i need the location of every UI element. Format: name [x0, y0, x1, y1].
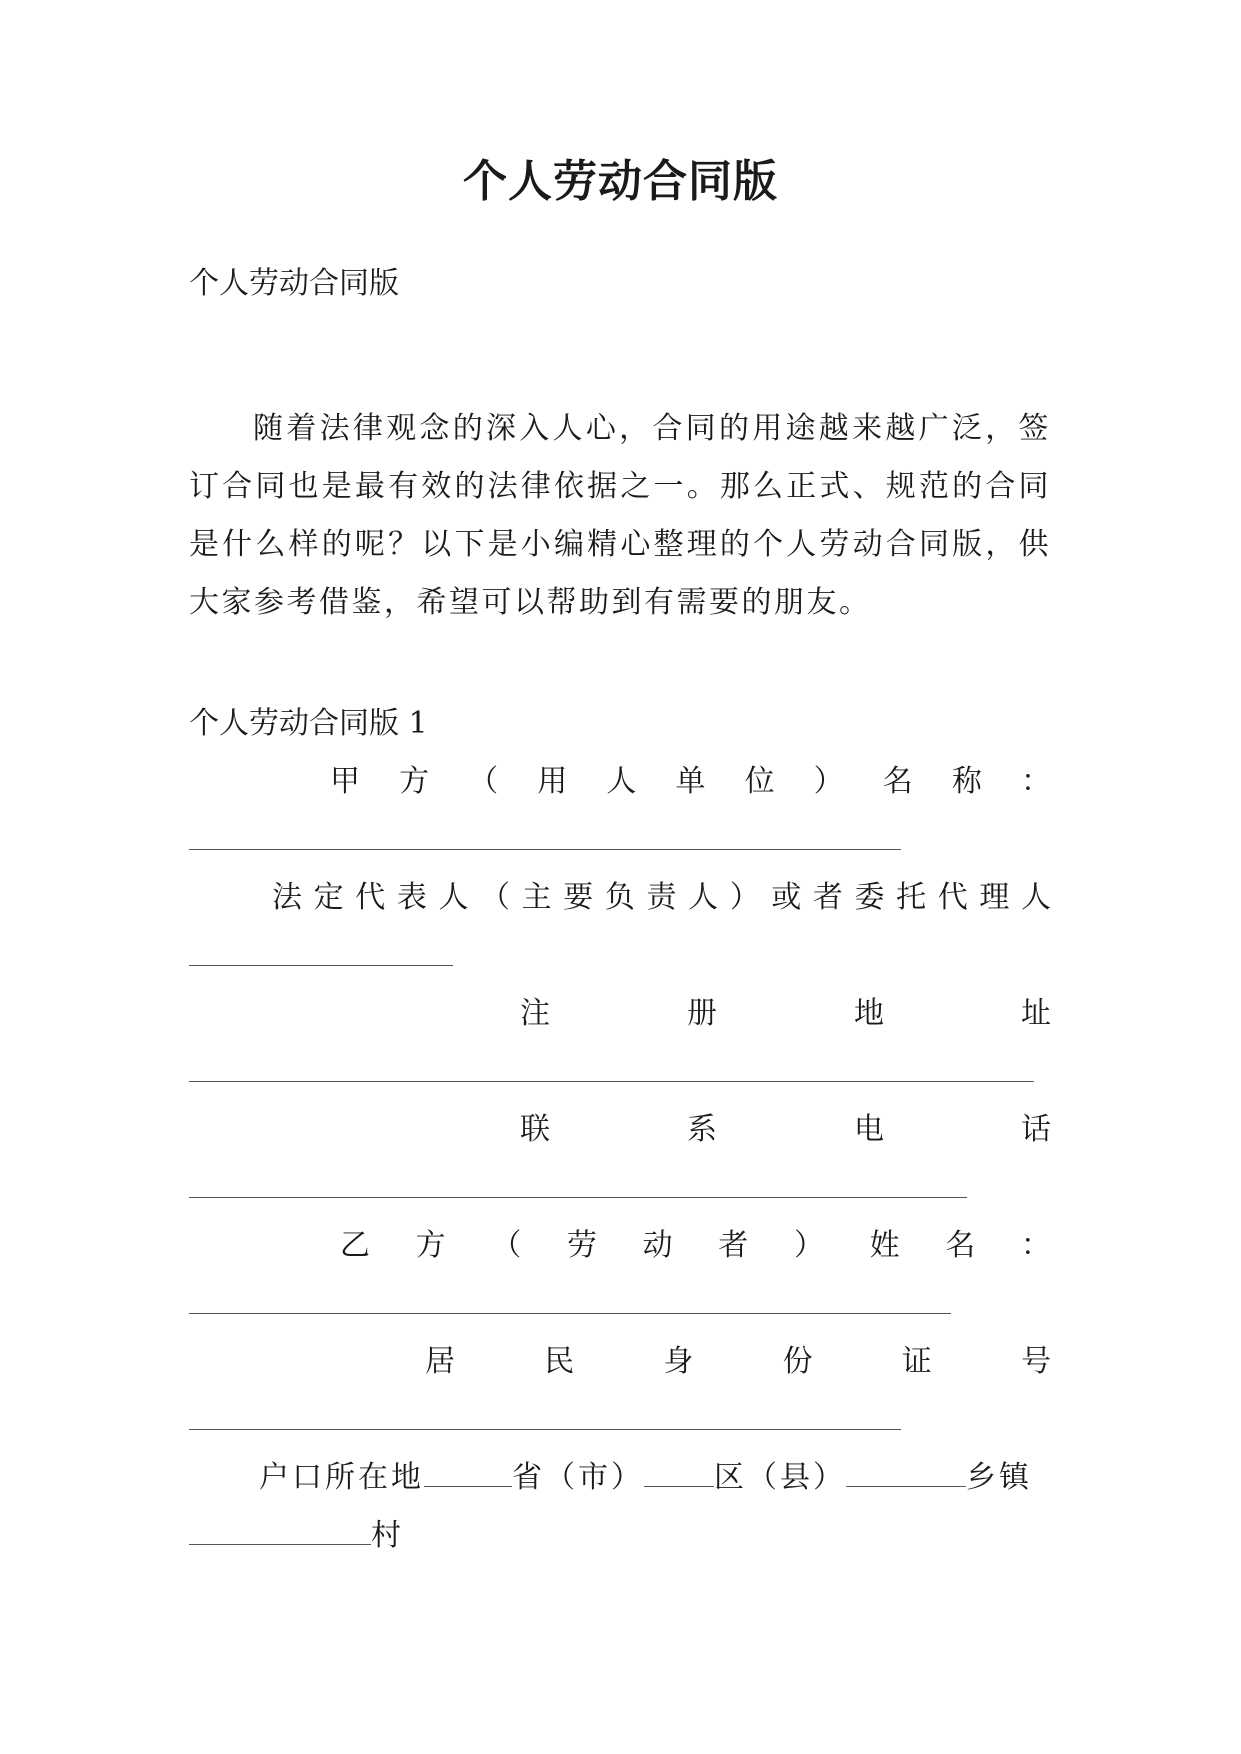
label-char: 系: [687, 1112, 717, 1147]
label-char: 甲: [330, 764, 360, 799]
label-char: 联: [520, 1112, 550, 1147]
label-char: 份: [782, 1344, 813, 1379]
party-b-name-blank[interactable]: [189, 1313, 951, 1314]
label-char: 称: [951, 764, 982, 799]
section-heading: 个人劳动合同版 1: [189, 706, 428, 741]
label-char: 法: [272, 880, 302, 915]
label-char: 人: [606, 764, 637, 799]
household-village-label: 村: [371, 1518, 401, 1553]
household-village-blank[interactable]: [189, 1518, 371, 1545]
label-char: 名: [945, 1228, 976, 1263]
contact-phone-label: [520, 1108, 1051, 1152]
label-char: 主: [521, 880, 552, 915]
label-char: 注: [520, 996, 550, 1031]
label-char: 表: [396, 880, 427, 915]
label-char: 乙: [340, 1228, 370, 1263]
label-char: 电: [854, 1112, 884, 1147]
legal-representative-blank[interactable]: [189, 965, 453, 966]
label-char: 名: [882, 764, 913, 799]
household-village-line: [189, 1514, 1051, 1558]
label-char: 方: [399, 764, 430, 799]
label-char: 方: [415, 1228, 446, 1263]
label-char: 者: [812, 880, 843, 915]
label-char: 代: [355, 880, 386, 915]
label-char: ）: [793, 1228, 824, 1263]
label-char: 姓: [869, 1228, 900, 1263]
household-province-label: 省（市）: [512, 1460, 644, 1495]
household-district-label: 区（县）: [714, 1460, 846, 1495]
label-char: 人: [1020, 880, 1051, 915]
label-char: 要: [563, 880, 594, 915]
household-district-blank[interactable]: [644, 1460, 714, 1487]
legal-representative-label: [272, 876, 1051, 920]
registered-address-blank[interactable]: [189, 1081, 1034, 1082]
id-number-label: [425, 1340, 1051, 1384]
label-char: 号: [1020, 1344, 1051, 1379]
label-char: （: [480, 880, 511, 915]
household-label: 户口所在地: [259, 1460, 424, 1495]
label-char: 址: [1021, 996, 1051, 1031]
party-b-name-label: [340, 1224, 1051, 1268]
contact-phone-blank[interactable]: [189, 1197, 967, 1198]
label-char: ：: [1020, 764, 1051, 799]
label-char: 定: [313, 880, 344, 915]
label-char: 动: [642, 1228, 673, 1263]
label-char: 代: [937, 880, 968, 915]
label-char: 民: [544, 1344, 575, 1379]
document-title: 个人劳动合同版: [463, 156, 778, 207]
label-char: （: [468, 764, 499, 799]
label-char: 人: [438, 880, 469, 915]
label-char: 册: [687, 996, 717, 1031]
label-char: 证: [901, 1344, 932, 1379]
label-char: 者: [718, 1228, 749, 1263]
label-char: 地: [854, 996, 884, 1031]
label-char: 托: [896, 880, 927, 915]
label-char: （: [491, 1228, 522, 1263]
label-char: 居: [425, 1344, 455, 1379]
label-char: 或: [771, 880, 802, 915]
label-char: ）: [729, 880, 760, 915]
label-char: 话: [1021, 1112, 1051, 1147]
label-char: 位: [744, 764, 775, 799]
document-subtitle: 个人劳动合同版: [189, 266, 399, 301]
label-char: ：: [1020, 1228, 1051, 1263]
household-township-blank[interactable]: [846, 1460, 966, 1487]
label-char: 理: [979, 880, 1010, 915]
label-char: ）: [813, 764, 844, 799]
label-char: 劳: [566, 1228, 597, 1263]
party-a-name-label: [330, 760, 1051, 804]
label-char: 身: [663, 1344, 694, 1379]
label-char: 用: [537, 764, 568, 799]
party-a-name-blank[interactable]: [189, 849, 901, 850]
household-registration-line: [259, 1456, 1051, 1500]
label-char: 负: [604, 880, 635, 915]
label-char: 单: [675, 764, 706, 799]
id-number-blank[interactable]: [189, 1429, 901, 1430]
household-province-blank[interactable]: [424, 1460, 512, 1487]
label-char: 责: [646, 880, 677, 915]
label-char: 委: [854, 880, 885, 915]
intro-paragraph: 随着法律观念的深入人心，合同的用途越来越广泛，签订合同也是最有效的法律依据之一。那么正式、规范的合同是什么样的呢？以下是小编精心整理的个人劳动合同版，供大家参考借鉴，希望可以帮助到有需要的朋友。: [189, 411, 1051, 620]
registered-address-label: [520, 992, 1051, 1036]
household-township-label: 乡镇: [966, 1460, 1032, 1495]
label-char: 人: [688, 880, 719, 915]
